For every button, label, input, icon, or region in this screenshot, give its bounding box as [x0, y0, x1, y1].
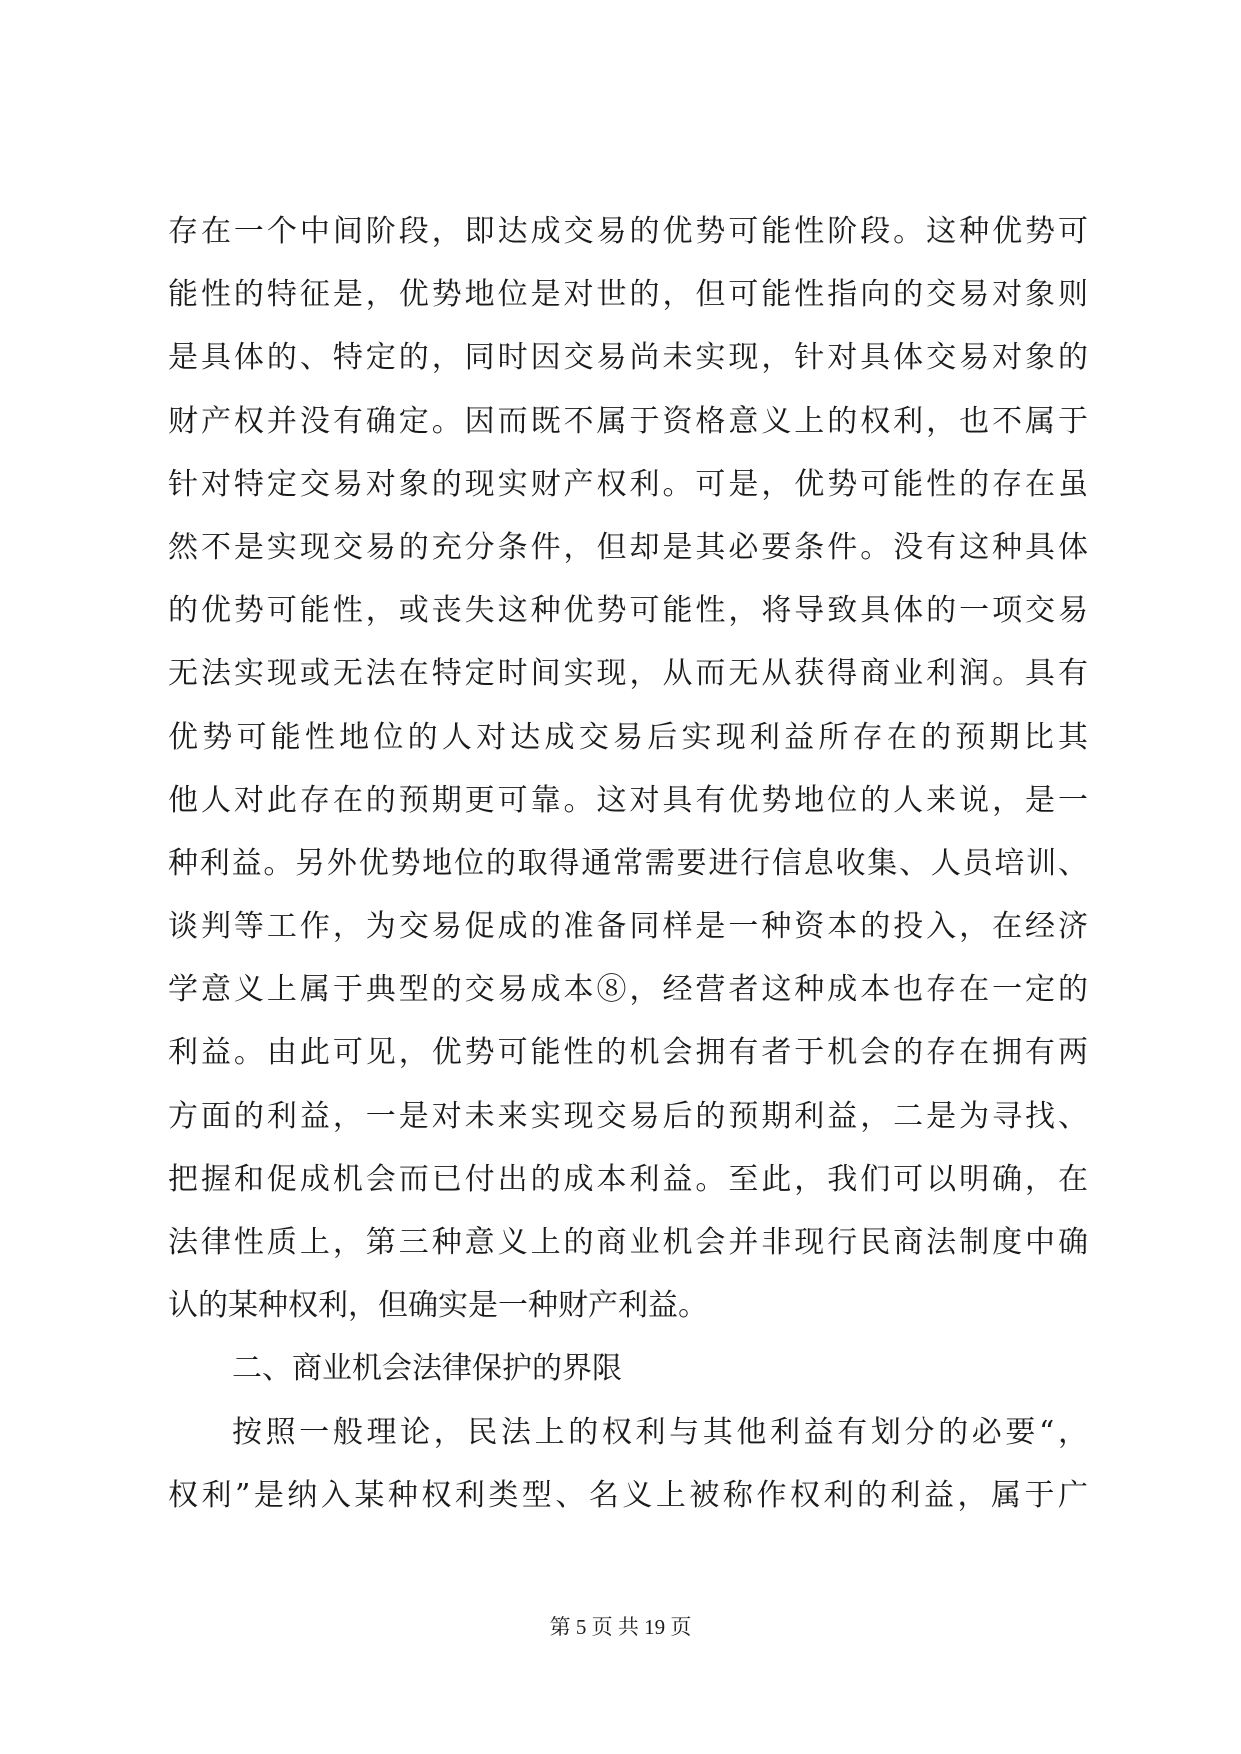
text-line: 把握和促成机会而已付出的成本利益。至此，我们可以明确，在 — [168, 1161, 1088, 1197]
text-line: 的优势可能性，或丧失这种优势可能性，将导致具体的一项交易 — [168, 593, 1088, 629]
text-line: 无法实现或无法在特定时间实现，从而无从获得商业利润。具有 — [168, 656, 1088, 692]
text-line: 权利”是纳入某种权利类型、名义上被称作权利的利益，属于广 — [168, 1477, 1088, 1513]
text-line: 针对特定交易对象的现实财产权利。可是，优势可能性的存在虽 — [168, 466, 1088, 502]
document-body — [168, 200, 1088, 1527]
text-line: 能性的特征是，优势地位是对世的，但可能性指向的交易对象则 — [168, 277, 1088, 313]
text-line: 认的某种权利，但确实是一种财产利益。 — [168, 1288, 708, 1324]
page-number-footer: 第 5 页 共 19 页 — [549, 1615, 692, 1639]
text-line: 利益。由此可见，优势可能性的机会拥有者于机会的存在拥有两 — [168, 1035, 1088, 1071]
text-line: 他人对此存在的预期更可靠。这对具有优势地位的人来说，是一 — [168, 782, 1088, 818]
text-line: 种利益。另外优势地位的取得通常需要进行信息收集、人员培训、 — [168, 845, 1088, 881]
text-line: 是具体的、特定的，同时因交易尚未实现，针对具体交易对象的 — [168, 340, 1088, 376]
text-line: 财产权并没有确定。因而既不属于资格意义上的权利，也不属于 — [168, 403, 1088, 439]
text-line: 法律性质上，第三种意义上的商业机会并非现行民商法制度中确 — [168, 1225, 1088, 1260]
text-line: 然不是实现交易的充分条件，但却是其必要条件。没有这种具体 — [168, 529, 1088, 565]
text-line: 学意义上属于典型的交易成本⑧，经营者这种成本也存在一定的 — [168, 972, 1088, 1008]
text-line: 方面的利益，一是对未来实现交易后的预期利益，二是为寻找、 — [168, 1098, 1088, 1134]
text-line: 谈判等工作，为交易促成的准备同样是一种资本的投入，在经济 — [168, 909, 1088, 945]
text-line: 存在一个中间阶段，即达成交易的优势可能性阶段。这种优势可 — [168, 214, 1088, 249]
text-line: 优势可能性地位的人对达成交易后实现利益所存在的预期比其 — [168, 719, 1088, 755]
section-heading: 二、商业机会法律保护的界限 — [232, 1351, 622, 1387]
paragraph-first-line: 按照一般理论，民法上的权利与其他利益有划分的必要“， — [232, 1414, 1088, 1450]
